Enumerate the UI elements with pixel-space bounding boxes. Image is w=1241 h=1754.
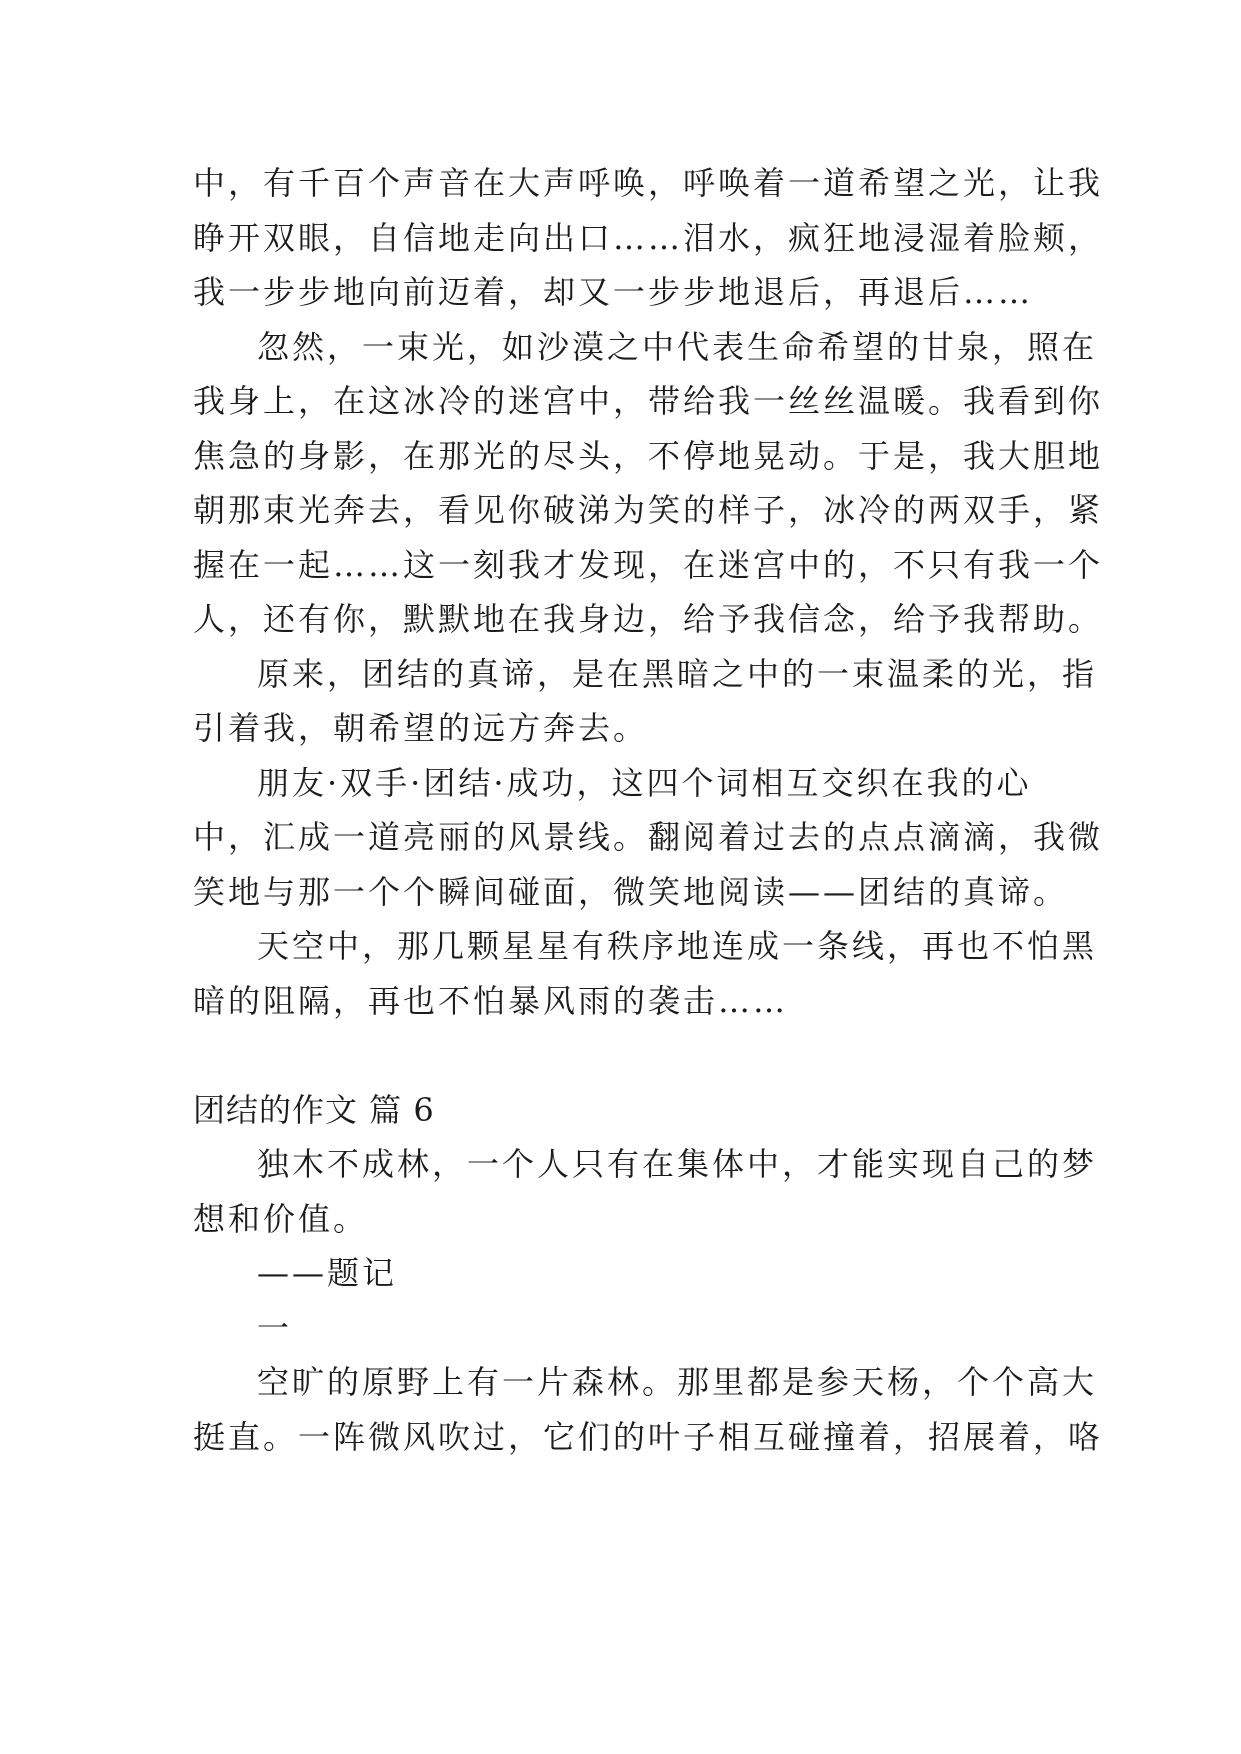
- text-line: 原来，团结的真谛，是在黑暗之中的一束温柔的光，指: [257, 654, 1098, 693]
- section-heading: 团结的作文 篇 6: [193, 1090, 435, 1129]
- text-line: 焦急的身影，在那光的尽头，不停地晃动。于是，我大胆地: [193, 436, 1104, 475]
- text-line: 我一步步地向前迈着，却又一步步地退后，再退后……: [193, 273, 1034, 311]
- epigraph-attribution: ——题记: [257, 1254, 398, 1292]
- text-line: 挺直。一阵微风吹过，它们的叶子相互碰撞着，招展着，咯: [193, 1417, 1104, 1456]
- text-line: 朝那束光奔去，看见你破涕为笑的样子，冰冷的两双手，紧: [193, 491, 1104, 529]
- section-number: 一: [257, 1308, 293, 1347]
- text-line: 中，有千百个声音在大声呼唤，呼唤着一道希望之光，让我: [193, 164, 1104, 202]
- blank-line: [193, 1028, 1073, 1083]
- text-line: 笑地与那一个个瞬间碰面，微笑地阅读——团结的真谛。: [193, 872, 1069, 911]
- text-line: 朋友·双手·团结·成功，这四个词相互交织在我的心: [257, 763, 1032, 802]
- text-line: 独木不成林，一个人只有在集体中，才能实现自己的梦: [257, 1145, 1098, 1183]
- text-line: 我身上，在这冰冷的迷宫中，带给我一丝丝温暖。我看到你: [193, 382, 1104, 420]
- text-line: 忽然，一束光，如沙漠之中代表生命希望的甘泉，照在: [257, 327, 1098, 366]
- text-line: 空旷的原野上有一片森林。那里都是参天杨，个个高大: [257, 1363, 1098, 1401]
- text-line: 中，汇成一道亮丽的风景线。翻阅着过去的点点滴滴，我微: [193, 818, 1104, 856]
- text-line: 想和价值。: [193, 1199, 369, 1238]
- text-line: 握在一起……这一刻我才发现，在迷宫中的，不只有我一个: [193, 545, 1104, 584]
- text-line: 睁开双眼，自信地走向出口……泪水，疯狂地浸湿着脸颊，: [193, 218, 1104, 257]
- essay-body: [193, 156, 1104, 1464]
- text-line: 天空中，那几颗星星有秩序地连成一条线，再也不怕黑: [257, 927, 1098, 965]
- text-line: 引着我，朝希望的远方奔去。: [193, 709, 649, 747]
- text-line: 人，还有你，默默地在我身边，给予我信念，给予我帮助。: [193, 600, 1104, 638]
- text-line: 暗的阻隔，再也不怕暴风雨的袭击……: [193, 981, 789, 1020]
